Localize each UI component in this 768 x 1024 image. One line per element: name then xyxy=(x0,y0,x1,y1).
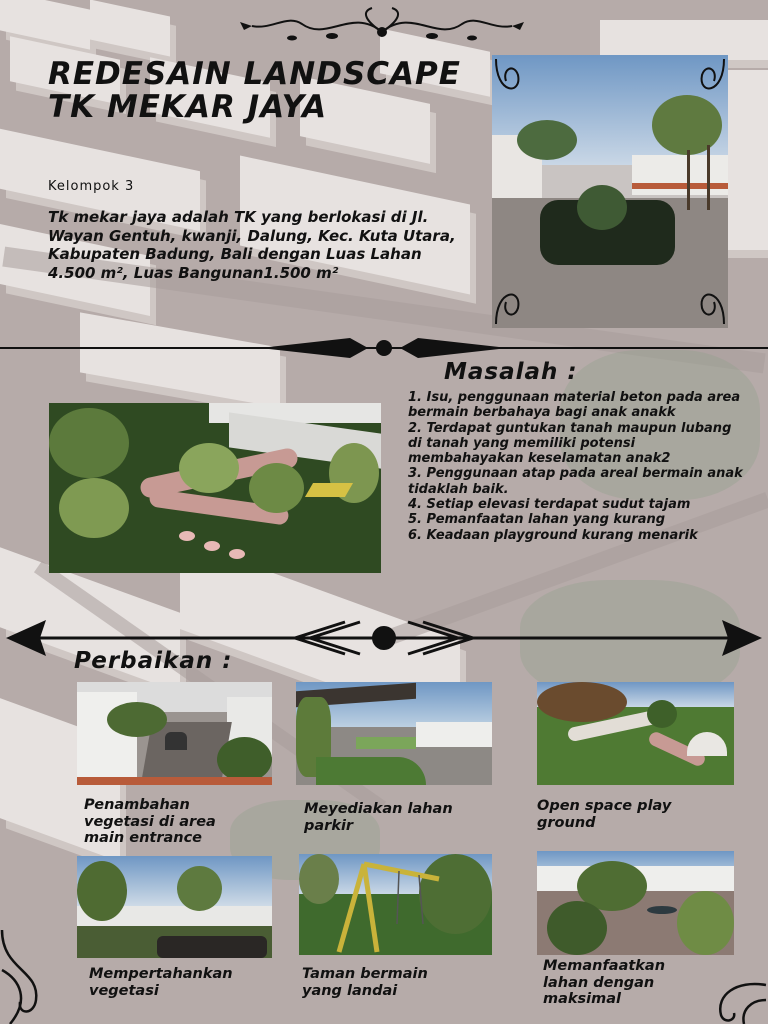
play-ground-render xyxy=(537,682,734,785)
corner-swirl-icon xyxy=(696,975,768,1024)
playground-swing-render xyxy=(299,854,492,955)
frame-swirl-icon xyxy=(492,55,728,328)
vegetation-render xyxy=(77,856,272,958)
entrance-vegetation-render xyxy=(77,682,272,785)
parking-render xyxy=(296,682,492,785)
list-item: 4. Setiap elevasi terdapat sudut tajam xyxy=(408,497,691,513)
masalah-list xyxy=(408,390,748,543)
list-item: 6. Keadaan playground kurang menarik xyxy=(408,527,698,543)
corner-swirl-icon xyxy=(0,930,70,1024)
list-item: 2. Terdapat guntukan tanah maupun lubang di tanah yang memiliki potensi membahayakan keselamatan anak2 xyxy=(408,420,732,467)
page-title: REDESAIN LANDSCAPE TK MEKAR JAYA xyxy=(48,56,461,125)
perbaikan-caption: Meyediakan lahan parkir xyxy=(304,801,453,834)
perbaikan-caption: Open space play ground xyxy=(537,798,672,831)
land-use-render xyxy=(537,851,734,955)
site-description: Tk mekar jaya adalah TK yang berlokasi di Jl. Wayan Gentuh, kwanji, Dalung, Kec. Kuta Utara, Kabupaten Badung, Bali dengan Luas Lahan 4.500 m², Luas Bangunan1.500 m² xyxy=(48,208,456,282)
perbaikan-caption: Memanfaatkan lahan dengan maksimal xyxy=(543,958,666,1007)
list-item: 3. Penggunaan atap pada areal bermain anak tidaklah baik. xyxy=(408,466,743,497)
section-divider xyxy=(0,330,768,366)
list-item: 5. Pemanfaatan lahan yang kurang xyxy=(408,512,666,528)
perbaikan-caption: Taman bermain yang landai xyxy=(302,966,428,999)
masalah-heading: Masalah : xyxy=(444,359,578,385)
swing-icon xyxy=(319,854,459,955)
main-entrance-render xyxy=(492,55,728,328)
perbaikan-caption: Penambahan vegetasi di area main entrance xyxy=(84,797,216,846)
site-overview-render xyxy=(49,403,381,573)
top-ornament xyxy=(232,2,532,50)
list-item: 1. Isu, penggunaan material beton pada area bermain berbahaya bagi anak anakk xyxy=(408,390,741,421)
group-label: Kelompok 3 xyxy=(48,179,135,194)
perbaikan-caption: Mempertahankan vegetasi xyxy=(89,966,233,999)
perbaikan-heading: Perbaikan : xyxy=(74,648,233,674)
